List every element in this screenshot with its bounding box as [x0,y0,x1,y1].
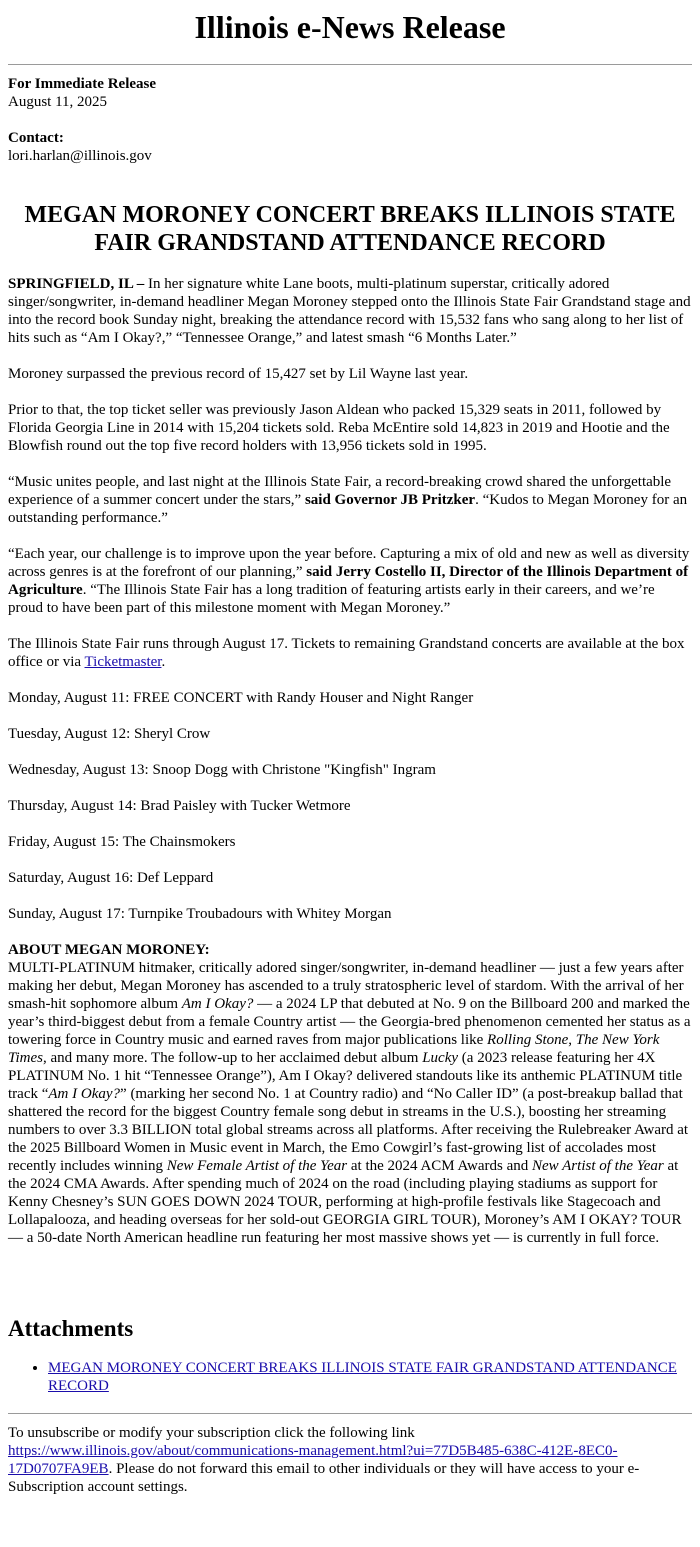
body-paragraph-3: Prior to that, the top ticket seller was previously Jason Aldean who packed 15,329 seats in 2011, followed by Florida Georgia Line in 2014 with 15,204 tickets sold. Reba McEntire sold 14,823 in 2019 and Hootie and the Blowfish round out the top five record holders with 13,956 tickets sold in 1995. [8,402,670,454]
contact-email: lori.harlan@illinois.gov [8,148,152,164]
about-section: ABOUT MEGAN MORONEY: MULTI-PLATINUM hitmaker, critically adored singer/songwriter, in-demand headliner — just a few years after making her debut, Megan Moroney has ascended to a truly stratospheric level of stardom. With the arrival of her smash-hit sophomore album Am I Okay? — a 2024 LP that debuted at No. 9 on the Billboard 200 and marked the year’s third-biggest debut from a female Country artist — the Georgia-bred phenomenon cemented her status as a towering force in Country music and earned raves from major publications like Rolling Stone, The New York Times, and many more. The follow-up to her acclaimed debut album Lucky (a 2023 release featuring her 4X PLATINUM No. 1 hit “Tennessee Orange”), Am I Okay? delivered standouts like its anthemic PLATINUM title track “Am I Okay?” (marking her second No. 1 at Country radio) and “No Caller ID” (a post-breakup ballad that shattered the record for the biggest Country female song debut in streams in the U.S.), boosting her streaming numbers to over 3.3 BILLION total global streams across all platforms. After receiving the Rulebreaker Award at the 2025 Billboard Women in Music event in March, the Emo Cowgirl’s fast-growing list of accolades most recently includes winning New Female Artist of the Year at the 2024 ACM Awards and New Artist of the Year at the 2024 CMA Awards. After spending much of 2024 on the road (including playing stadiums as support for Kenny Chesney’s SUN GOES DOWN 2024 TOUR, performing at high-profile festivals like Stagecoach and Lollapalooza, and heading overseas for her sold-out GEORGIA GIRL TOUR), Moroney’s AM I OKAY? TOUR — a 50-date North American headline run featuring her most massive shows yet — is currently in full force. [8,942,691,1246]
attachment-item [48,1359,692,1395]
quote-attribution: said Governor JB Pritzker [304,492,476,508]
schedule-item: Wednesday, August 13: Snoop Dogg with Christone "Kingfish" Ingram [8,762,436,778]
schedule-item: Sunday, August 17: Turnpike Troubadours with Whitey Morgan [8,906,392,922]
schedule-item: Tuesday, August 12: Sheryl Crow [8,726,211,742]
attachment-link[interactable]: MEGAN MORONEY CONCERT BREAKS ILLINOIS STATE FAIR GRANDSTAND ATTENDANCE RECORD [48,1360,677,1394]
schedule-item: Friday, August 15: The Chainsmokers [8,834,236,850]
footer-divider [8,1413,692,1414]
headline: MEGAN MORONEY CONCERT BREAKS ILLINOIS STATE FAIR GRANDSTAND ATTENDANCE RECORD [24,202,676,256]
body-paragraph-6: The Illinois State Fair runs through August 17. Tickets to remaining Grandstand concerts are available at the box office or via Ticketmaster. [8,636,685,670]
about-title: ABOUT MEGAN MORONEY: [8,942,210,958]
quote-attribution: said Jerry Costello II, Director of the Illinois Department of Agriculture [8,564,689,598]
footer [8,1424,692,1496]
body-paragraph-5: “Each year, our challenge is to improve upon the year before. Capturing a mix of old and new as well as diversity across genres is at the forefront of our planning,” said Jerry Costello II, Director of the Illinois Department of Agriculture. “The Illinois State Fair has a long tradition of featuring artists early in their careers, and we’re proud to have been part of this milestone moment with Megan Moroney.” [8,546,690,616]
contact-label: Contact: [8,130,64,146]
release-info [8,75,692,111]
attachments-list [8,1359,692,1395]
release-label: For Immediate Release [8,76,157,92]
subscription-management-link[interactable]: https://www.illinois.gov/about/communications-management.html?ui=77D5B485-638C-412E-8EC0-17D0707FA9EB [8,1443,618,1477]
unsubscribe-text: To unsubscribe or modify your subscription click the following link [8,1425,415,1441]
body-paragraph-4: “Music unites people, and last night at the Illinois State Fair, a record-breaking crowd shared the unforgettable experience of a summer concert under the stars,” said Governor JB Pritzker. “Kudos to Megan Moroney for an outstanding performance.” [8,474,688,526]
body-paragraph-2: Moroney surpassed the previous record of 15,427 set by Lil Wayne last year. [8,366,469,382]
dateline: SPRINGFIELD, IL – [8,276,145,292]
contact-info [8,129,692,165]
schedule-item: Thursday, August 14: Brad Paisley with Tucker Wetmore [8,798,351,814]
body-paragraph-1: SPRINGFIELD, IL – In her signature white Lane boots, multi-platinum superstar, critically adored singer/songwriter, in-demand headliner Megan Moroney stepped onto the Illinois State Fair Grandstand stage and into the record book Sunday night, breaking the attendance record with 15,532 fans who sang along to her list of hits such as “Am I Okay?,” “Tennessee Orange,” and latest smash “6 Months Later.” [8,276,691,346]
schedule-item: Monday, August 11: FREE CONCERT with Randy Houser and Night Ranger [8,690,474,706]
footer-notice: . Please do not forward this email to other individuals or they will have access to your e-Subscription account settings. [8,1461,640,1495]
header-divider [8,64,692,65]
schedule-item: Saturday, August 16: Def Leppard [8,870,214,886]
attachments-title: Attachments [8,1316,134,1341]
ticketmaster-link[interactable]: Ticketmaster [84,654,162,670]
site-title: Illinois e-News Release [194,9,506,45]
release-date: August 11, 2025 [8,94,108,110]
